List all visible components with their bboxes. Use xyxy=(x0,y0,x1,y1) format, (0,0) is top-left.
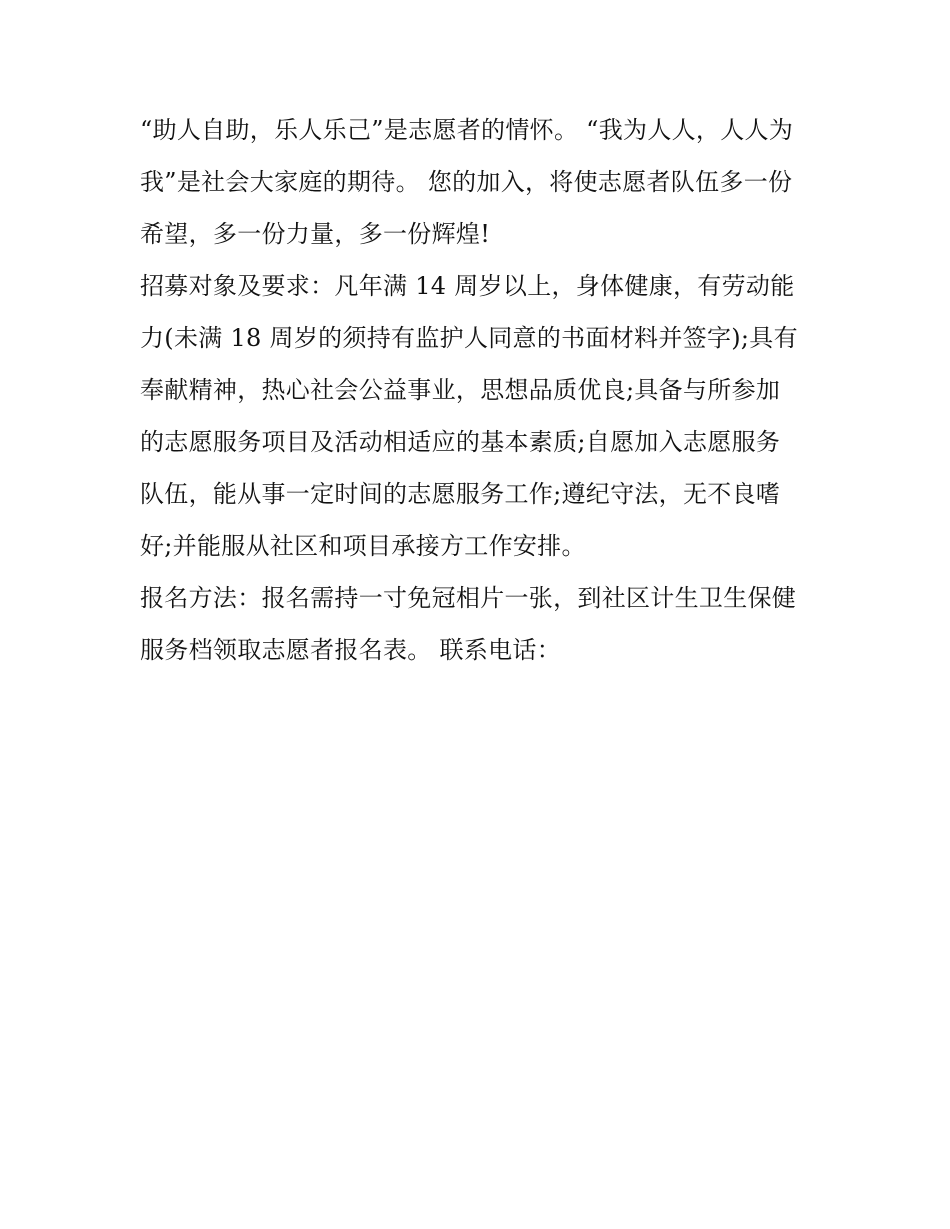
text-line: 的志愿服务项目及活动相适应的基本素质;自愿加入志愿服务 xyxy=(140,428,781,456)
text-line: 希望，多一份力量，多一份辉煌! xyxy=(140,220,491,248)
text-line: 我”是社会大家庭的期待。 您的加入，将使志愿者队伍多一份 xyxy=(140,168,793,196)
text-line: 奉献精神，热心社会公益事业，思想品质优良;具备与所参加 xyxy=(140,376,781,404)
text-line: 报名方法：报名需持一寸免冠相片一张，到社区计生卫生保健 xyxy=(140,584,797,612)
text-line: 招募对象及要求：凡年满 14 周岁以上，身体健康，有劳动能 xyxy=(140,272,795,300)
text-line: 好;并能服从社区和项目承接方工作安排。 xyxy=(140,532,586,560)
text-line: 队伍，能从事一定时间的志愿服务工作;遵纪守法，无不良嗜 xyxy=(140,480,781,508)
paragraph-volunteer-intro xyxy=(140,104,820,260)
paragraph-recruitment-requirements xyxy=(140,260,820,572)
text-line: 服务档领取志愿者报名表。 联系电话： xyxy=(140,636,562,664)
document-body xyxy=(140,104,820,676)
text-line: “助人自助，乐人乐己”是志愿者的情怀。 “我为人人，人人为 xyxy=(140,116,794,144)
paragraph-registration-method xyxy=(140,572,820,676)
text-line: 力(未满 18 周岁的须持有监护人同意的书面材料并签字);具有 xyxy=(140,324,798,352)
